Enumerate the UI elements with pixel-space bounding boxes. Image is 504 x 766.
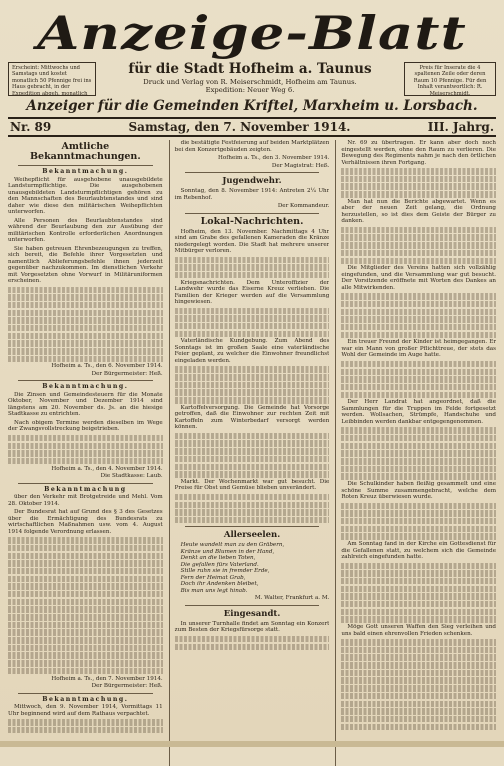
text-line: [8, 348, 163, 355]
article-paragraph: die bestätigte Festfeierung auf beiden Marktplätzen bei den Konzertgebäuden zeigten.: [174, 140, 330, 153]
expedition-line: Expedition: Neuer Weg 6.: [205, 86, 295, 94]
text-line: [175, 308, 330, 315]
notice-paragraph: Sie haben getreuen Ehrenbezeugungen zu treffen, sich bereit, die Befehle ihrer Vorgesetzten und namentlich Ablieferungsbefehle ihnen jederzeit gegenüber nachzukommen. Im dienstlichen Verkehr mit Vorgesetzten ohne Vorwurf in Militäruniformen erscheinen.: [8, 245, 163, 284]
text-line: [175, 257, 330, 264]
volume: III. Jahrg.: [427, 120, 494, 134]
text-line: [8, 356, 163, 363]
text-line: [175, 374, 330, 381]
article-columns: [8, 140, 496, 766]
text-line: [341, 578, 496, 585]
text-line: [341, 586, 496, 593]
notice-paragraph: Alle Personen des Beurlaubtenstandes sind während der Beurlaubung den zur Ausübung der militärischen Kontrolle erforderlichen Anordnungen unterworfen.: [8, 217, 163, 243]
text-line: [8, 545, 163, 552]
divider: [185, 172, 320, 173]
text-line: [341, 593, 496, 600]
text-line: [341, 227, 496, 234]
poem-line: Denkt an die lieben Toten,: [180, 555, 256, 562]
news-paragraph: Kriegsnachrichten. Dem Unteroffizier der Landwehr wurde das Eiserne Kreuz verliehen. Die Familien der Krieger werden auf die Versammlung hingewiesen.: [174, 279, 330, 306]
text-line: [8, 553, 163, 560]
notice-paragraph: Der Bundesrat hat auf Grund des § 3 des Gesetzes über die Ermächtigung des Bundesrats zu wirtschaftlichen Maßnahmen usw. vom 4. August 1914 folgende Verordnung erlassen.: [8, 509, 163, 535]
text-line: [341, 466, 496, 473]
printer-line: Druck und Verlag von R. Meiserschmidt, Hofheim am Taunus.: [143, 78, 357, 86]
text-line: [341, 662, 496, 669]
text-line: [8, 727, 163, 734]
youth-guard-heading: Jugendwehr.: [222, 176, 282, 186]
column-2: [169, 140, 330, 766]
text-line: [341, 376, 496, 383]
dateline: [8, 117, 496, 137]
text-line: [341, 301, 496, 308]
poem-line: Kränze und Blumen in der Hand,: [180, 548, 275, 555]
divider: [185, 605, 320, 606]
notice-heading: Bekanntmachung.: [42, 383, 129, 391]
text-line: [8, 317, 163, 324]
notice-paragraph: Nach obigem Termine werden dieselben im Wege der Zwangsvollstreckung beigetrieben.: [8, 419, 163, 433]
notice-heading: Bekanntmachung.: [42, 168, 129, 175]
text-line: [341, 654, 496, 661]
text-line: [8, 668, 163, 675]
text-line: [8, 302, 163, 309]
issue-number: Nr. 89: [10, 120, 52, 134]
text-line: [341, 724, 496, 731]
text-line: [8, 719, 163, 726]
text-line: [341, 332, 496, 339]
column-3: [335, 140, 496, 766]
text-line: [341, 234, 496, 241]
divider: [18, 380, 153, 381]
text-line: [341, 293, 496, 300]
notice-heading: Bekanntmachung: [44, 485, 127, 493]
text-line: [8, 622, 163, 629]
text-line: [8, 310, 163, 317]
text-line: [175, 382, 330, 389]
text-line: [175, 397, 330, 404]
text-line: [341, 708, 496, 715]
text-line: [341, 392, 496, 399]
poem-line: Doch ihr Andenken bleibet,: [180, 581, 259, 588]
poem-line: Fern der Heimat Grab,: [180, 574, 246, 581]
text-line: [341, 473, 496, 480]
official-notices-heading: Amtliche Bekanntmachungen.: [30, 141, 141, 162]
text-line: [175, 272, 330, 279]
local-news-heading: Lokal-Nachrichten.: [200, 215, 304, 227]
text-line: [341, 176, 496, 183]
submitted-heading: Eingesandt.: [223, 608, 281, 619]
text-line: [8, 560, 163, 567]
article-paragraph: Möge Gott unseren Waffen den Sieg verleihen und uns bald einen ehrenvollen Frieden schenken.: [341, 624, 496, 637]
article-paragraph: Sonntag, den 8. November 1914: Antreten 2¼ Uhr im Rebenhof.: [174, 188, 330, 201]
notice-paragraph: Die Zinsen und Gemeindesteuern für die Monate Oktober, November und Dezember 1914 sind längstens am 20. November ds. Js. an die hiesige Stadtkasse zu entrichten.: [8, 391, 163, 418]
text-line: [8, 583, 163, 590]
notice-date: Hofheim a. Ts., den 6. November 1914.: [51, 363, 163, 370]
text-line: [341, 716, 496, 723]
text-line: [341, 533, 496, 540]
text-line: [8, 450, 163, 457]
article-paragraph: Die Mitglieder des Vereins hatten sich vollzählig eingefunden, und die Versammlung war gut besucht. Der Vorsitzende eröffnete mit Worten des Dankes an alle Mitwirkenden.: [341, 265, 496, 291]
text-line: [8, 443, 163, 450]
article-paragraph: In unserer Turnhalle findet am Sonntag ein Konzert zum Besten der Kriegsfürsorge statt.: [174, 620, 330, 634]
poem-heading: Allerseelen.: [223, 530, 281, 541]
poem-author: M. Walter, Frankfurt a. M.: [254, 595, 330, 602]
text-line: [175, 331, 330, 338]
column-1: [8, 140, 163, 766]
text-line: [341, 647, 496, 654]
text-line: [341, 670, 496, 677]
text-line: [341, 384, 496, 391]
news-paragraph: Vaterländische Kundgebung. Zum Abend des Sonntags ist im großen Saale eine vaterländische Feier geplant, zu welcher die Einwohner freundlichst eingeladen werden.: [174, 338, 330, 364]
text-line: [341, 458, 496, 465]
notice-signature: Der Bürgermeister: Heß.: [91, 683, 163, 689]
poem-line: Heute wandelt man zu den Gräbern,: [180, 542, 285, 549]
text-line: [8, 340, 163, 347]
text-line: [341, 616, 496, 623]
text-line: [341, 693, 496, 700]
text-line: [175, 494, 330, 501]
news-paragraph: Hofheim, den 13. November. Nachmittags 4 Uhr sind am Grabe des gefallenen Kameraden die Kränze niedergelegt worden. Die Stadt hat mehrere unserer Mitbürger verloren.: [174, 228, 330, 254]
poem-line: Stille ruhn sie in fremder Erde,: [180, 568, 270, 575]
text-line: [8, 576, 163, 583]
article-paragraph: Die Schulkinder haben fleißig gesammelt und eine schöne Summe zusammengebracht, welche dem Roten Kreuz überwiesen wurde.: [341, 481, 496, 501]
text-line: [8, 614, 163, 621]
text-line: [175, 323, 330, 330]
text-line: [8, 294, 163, 301]
text-line: [341, 191, 496, 198]
text-line: [175, 456, 330, 463]
article-paragraph: Nr. 69 zu übertragen. Er kann aber doch noch eingestellt werden, ohne den Raum zu verlieren. Die Bewegung des Regiments nahm je nach den örtlichen Verhältnissen ihren Fortgang.: [341, 140, 496, 166]
news-paragraph: Kartoffelversorgung. Die Gemeinde hat Vorsorge getroffen, daß die Einwohner zur rechten Zeit mit Kartoffeln zum Winterbedarf versorgt werden können.: [174, 404, 330, 431]
text-line: [8, 629, 163, 636]
text-line: [341, 518, 496, 525]
text-line: [175, 366, 330, 373]
text-line: [175, 440, 330, 447]
text-line: [341, 601, 496, 608]
text-line: [341, 324, 496, 331]
text-line: [175, 636, 330, 643]
text-line: [341, 183, 496, 190]
notice-paragraph: Weihepflicht für ausgehobene unausgebildete Landsturmpflichtige. Die ausgehobenen unausgebildeten Landsturmpflichtigen gehören zu den Mannschaften des Beurlaubtenstandes und sind daher wie diese den militärischen Weihepflichten unterworfen.: [8, 176, 163, 215]
text-line: [8, 591, 163, 598]
text-line: [341, 250, 496, 257]
text-line: [175, 264, 330, 271]
article-paragraph: Ein treuer Freund der Kinder ist heimgegangen. Er war ein Mann von großer Pflichttreue, der stets das Wohl der Gemeinde im Auge hatte.: [341, 339, 496, 359]
text-line: [8, 568, 163, 575]
text-line: [341, 309, 496, 316]
city-line: für die Stadt Hofheim a. Taunus: [128, 61, 372, 77]
article-paragraph: Der Herr Landrat hat angeordnet, daß die Sammlungen für die Truppen im Felde fortgesetzt werden. Wollsachen, Strümpfe, Handschuhe und Leibbinden werden dankbar entgegengenommen.: [341, 399, 496, 425]
text-line: [175, 502, 330, 509]
text-line: [8, 599, 163, 606]
text-line: [341, 563, 496, 570]
article-signature: Der Magistrat: Heß.: [271, 162, 330, 169]
text-line: [175, 433, 330, 440]
text-line: [8, 458, 163, 465]
notice-paragraph: Mittwoch, den 9. November 1914, Vormittags 11 Uhr beginnend wird auf dem Rathaus verpachtet.: [8, 704, 163, 717]
text-line: [8, 606, 163, 613]
text-line: [8, 435, 163, 442]
text-line: [8, 645, 163, 652]
text-line: [175, 471, 330, 478]
text-line: [341, 677, 496, 684]
text-line: [341, 435, 496, 442]
text-line: [175, 464, 330, 471]
text-line: [341, 609, 496, 616]
news-paragraph: Markt. Der Wochenmarkt war gut besucht. Die Preise für Obst und Gemüse blieben unverändert.: [174, 478, 330, 492]
text-line: [341, 258, 496, 265]
text-line: [341, 503, 496, 510]
text-line: [341, 168, 496, 175]
poem-line: Bis man uns legt hinab.: [180, 587, 248, 594]
text-line: [8, 660, 163, 667]
text-line: [8, 325, 163, 332]
notice-signature: Der Bürgermeister: Heß.: [91, 370, 163, 377]
text-line: [175, 509, 330, 516]
text-line: [8, 287, 163, 294]
text-line: [341, 369, 496, 376]
issue-date: Samstag, den 7. November 1914.: [128, 120, 351, 134]
text-line: [341, 427, 496, 434]
text-line: [341, 639, 496, 646]
article-signature: Der Kommandeur.: [277, 203, 330, 209]
text-line: [341, 443, 496, 450]
text-line: [341, 701, 496, 708]
text-line: [175, 315, 330, 322]
page-bottom-edge: [0, 741, 504, 747]
text-line: [8, 537, 163, 544]
masthead-center: [96, 62, 404, 94]
text-line: [175, 389, 330, 396]
price-box: Preis für Inserate die 4 spaltenen Zeile oder deren Raum 10 Pfennige. Für den Inhalt verantwortlich: R. Meiserschmidt.: [404, 62, 496, 96]
divider: [185, 213, 320, 214]
notice-paragraph: über den Verkehr mit Brotgetreide und Mehl. Vom 28. Oktober 1914.: [8, 494, 163, 507]
divider: [185, 526, 320, 527]
article-paragraph: Am Sonntag fand in der Kirche ein Gottesdienst für die Gefallenen statt, zu welchem sich die Gemeinde zahlreich eingefunden hatte.: [341, 541, 496, 560]
masthead-subrow: [8, 62, 496, 96]
subtitle: Anzeiger für die Gemeinden Kriftel, Marxheim u. Lorsbach.: [26, 98, 478, 114]
text-line: [175, 644, 330, 651]
divider: [18, 693, 153, 694]
text-line: [8, 637, 163, 644]
text-line: [341, 570, 496, 577]
notice-heading: Bekanntmachung.: [42, 695, 129, 703]
text-line: [341, 361, 496, 368]
text-line: [8, 333, 163, 340]
text-line: [341, 510, 496, 517]
text-line: [8, 652, 163, 659]
text-line: [341, 242, 496, 249]
text-line: [175, 517, 330, 524]
text-line: [341, 526, 496, 533]
subscription-box: Erscheint: Mittwochs und Samstags und kostet monatlich 50 Pfennige frei ins Haus gebracht, in der Expedition abgeh. monatlich: [8, 62, 96, 96]
masthead-title: Anzeige-Blatt: [37, 6, 467, 60]
text-line: [341, 316, 496, 323]
article-paragraph: Man hat nun die Berichte abgewartet. Wenn es aber der neuen Zeit gelang, die Ordnung herzustellen, so ist dies dem Geiste der Bürger zu danken.: [341, 198, 496, 225]
divider: [18, 165, 153, 166]
notice-date: Hofheim a. Ts., den 7. November 1914.: [51, 675, 163, 682]
notice-signature: Die Stadtkasse: Laub.: [100, 473, 163, 480]
text-line: [175, 448, 330, 455]
text-line: [341, 685, 496, 692]
poem-line: Die gefallen fürs Vaterland.: [180, 561, 259, 568]
divider: [18, 483, 153, 484]
article-date: Hofheim a. Ts., den 3. November 1914.: [218, 155, 330, 161]
poem: [181, 542, 324, 594]
text-line: [341, 450, 496, 457]
notice-date: Hofheim a. Ts., den 4. November 1914.: [51, 465, 163, 472]
